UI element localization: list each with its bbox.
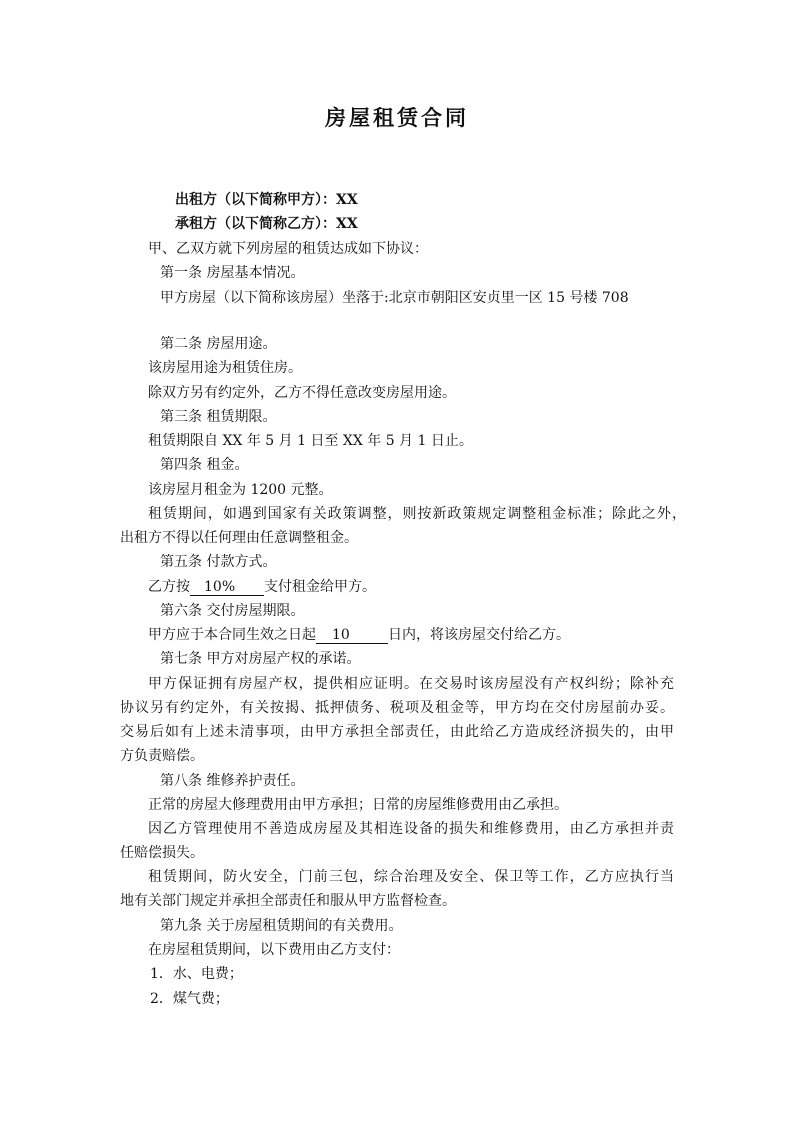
article-3-paragraph-1: 租赁期限自 XX 年 5 月 1 日至 XX 年 5 月 1 日止。	[148, 433, 473, 449]
article-1-text: 甲方房屋（以下简称该房屋）坐落于:北京市朝阳区安贞里一区 15 号楼 708	[160, 290, 629, 306]
article-1-heading: 第一条 房屋基本情况。	[160, 265, 305, 281]
article-2-paragraph-1: 该房屋用途为租赁住房。	[148, 360, 302, 376]
article-6-suffix: 日内，将该房屋交付给乙方。	[388, 627, 570, 643]
article-5-prefix: 乙方按	[148, 579, 190, 595]
article-9-heading: 第九条 关于房屋租赁期间的有关费用。	[160, 918, 403, 934]
article-8-paragraph-3-line-1: 租赁期间，防火安全，门前三包，综合治理及安全、保卫等工作，乙方应执行当	[148, 869, 674, 885]
lessee-line: 承租方（以下简称乙方）：XX	[175, 216, 358, 232]
article-8-paragraph-1: 正常的房屋大修理费用由甲方承担；日常的房屋维修费用由乙承担。	[148, 797, 568, 813]
article-8-heading: 第八条 维修养护责任。	[160, 773, 305, 789]
delivery-days-field: 10	[316, 627, 388, 644]
lessor-line: 出租方（以下简称甲方）：XX	[175, 192, 358, 208]
article-7-line-2: 协议另有约定外，有关按揭、抵押债务、税项及租金等，甲方均在交付房屋前办妥。	[120, 700, 674, 716]
article-8-paragraph-3-line-2: 地有关部门规定并承担全部责任和服从甲方监督检查。	[120, 893, 456, 909]
article-4-heading: 第四条 租金。	[160, 457, 249, 473]
intro-paragraph: 甲、乙双方就下列房屋的租赁达成如下协议：	[148, 241, 428, 257]
article-9-item-1: 1．水、电费；	[150, 966, 243, 982]
article-7-line-4: 方负责赔偿。	[120, 748, 204, 764]
article-9-paragraph-1: 在房屋租赁期间，以下费用由乙方支付：	[148, 942, 400, 958]
article-3-heading: 第三条 租赁期限。	[160, 409, 277, 425]
article-7-heading: 第七条 甲方对房屋产权的承诺。	[160, 651, 361, 667]
article-6-heading: 第六条 交付房屋期限。	[160, 603, 305, 619]
article-7-line-3: 交易后如有上述未清事项，由甲方承担全部责任，由此给乙方造成经济损失的，由甲	[120, 724, 674, 740]
article-4-paragraph-2-line-2: 出租方不得以任何理由任意调整租金。	[120, 530, 358, 546]
article-5-suffix: 支付租金给甲方。	[264, 579, 376, 595]
article-8-paragraph-2-line-2: 任赔偿损失。	[120, 845, 204, 861]
article-6-prefix: 甲方应于本合同生效之日起	[148, 627, 316, 643]
article-2-heading: 第二条 房屋用途。	[160, 336, 277, 352]
article-5-paragraph	[148, 576, 376, 599]
payment-ratio-field: 10%	[190, 579, 264, 596]
article-7-line-1: 甲方保证拥有房屋产权，提供相应证明。在交易时该房屋没有产权纠纷；除补充	[148, 676, 674, 692]
article-4-paragraph-1: 该房屋月租金为 1200 元整。	[148, 482, 333, 498]
article-6-paragraph	[148, 624, 570, 647]
article-9-item-2: 2．煤气费；	[150, 991, 229, 1007]
article-5-heading: 第五条 付款方式。	[160, 554, 277, 570]
article-8-paragraph-2-line-1: 因乙方管理使用不善造成房屋及其相连设备的损失和维修费用，由乙方承担并责	[148, 821, 674, 837]
article-4-paragraph-2-line-1: 租赁期间，如遇到国家有关政策调整，则按新政策规定调整租金标准；除此之外，	[148, 506, 686, 522]
contract-title: 房屋租赁合同	[325, 105, 469, 130]
article-2-paragraph-2: 除双方另有约定外，乙方不得任意改变房屋用途。	[148, 385, 456, 401]
